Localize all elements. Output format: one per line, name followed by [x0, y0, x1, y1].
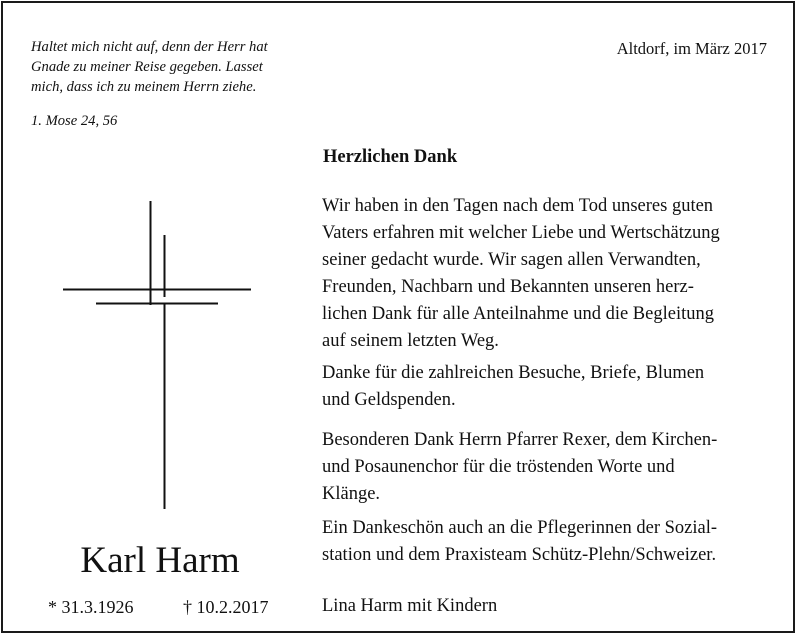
paragraph-line: Besonderen Dank Herrn Pfarrer Rexer, dem Kirchen-: [322, 430, 718, 450]
paragraph-line: lichen Dank für alle Anteilnahme und die Begleitung: [322, 304, 714, 324]
bible-quote: [31, 37, 331, 97]
signature: Lina Harm mit Kindern: [322, 596, 498, 616]
paragraph-line: auf seinem letzten Weg.: [322, 331, 499, 351]
notice-heading: Herzlichen Dank: [323, 147, 458, 167]
thanks-paragraph: [322, 515, 792, 569]
paragraph-line: seiner gedacht wurde. Wir sagen allen Verwandten,: [322, 250, 701, 270]
thanks-paragraph: [322, 360, 792, 414]
quote-line: Gnade zu meiner Reise gegeben. Lasset: [31, 59, 263, 75]
quote-reference: 1. Mose 24, 56: [31, 113, 118, 129]
birth-date: * 31.3.1926: [48, 597, 134, 617]
paragraph-line: Vaters erfahren mit welcher Liebe und Wertschätzung: [322, 223, 720, 243]
cross-graphic: [61, 199, 253, 511]
thanks-paragraph: [322, 427, 792, 508]
cross-icon: [61, 199, 253, 516]
paragraph-line: Freunden, Nachbarn und Bekannten unseren herz-: [322, 277, 694, 297]
paragraph-line: Danke für die zahlreichen Besuche, Briefe, Blumen: [322, 363, 705, 383]
paragraph-line: Wir haben in den Tagen nach dem Tod unseres guten: [322, 196, 714, 216]
thanks-paragraph: [322, 193, 792, 355]
paragraph-line: und Geldspenden.: [322, 390, 456, 410]
paragraph-line: und Posaunenchor für die tröstenden Worte und: [322, 457, 675, 477]
quote-line: Haltet mich nicht auf, denn der Herr hat: [31, 39, 268, 55]
paragraph-line: Ein Dankeschön auch an die Pflegerinnen der Sozial-: [322, 518, 718, 538]
deceased-name: Karl Harm: [80, 540, 240, 581]
place-date: Altdorf, im März 2017: [616, 39, 767, 58]
death-date: † 10.2.2017: [183, 597, 269, 617]
paragraph-line: station und dem Praxisteam Schütz-Plehn/Schweizer.: [322, 545, 717, 565]
paragraph-line: Klänge.: [322, 484, 381, 504]
quote-line: mich, dass ich zu meinem Herrn ziehe.: [31, 79, 257, 95]
obituary-notice: [1, 1, 795, 633]
